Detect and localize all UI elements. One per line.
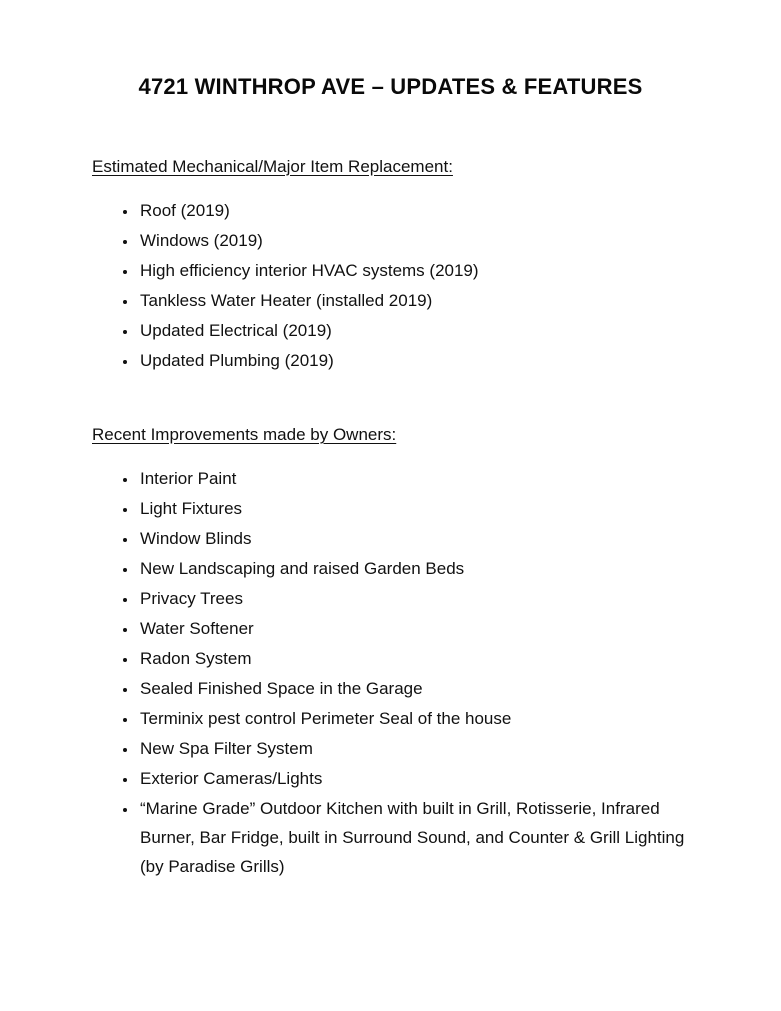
document-body: [92, 156, 689, 881]
list-item: • Terminix pest control Perimeter Seal of the house: [138, 704, 689, 733]
list-item: • New Spa Filter System: [138, 734, 689, 763]
section-heading: Recent Improvements made by Owners:: [92, 425, 397, 444]
list-item: • Light Fixtures: [138, 494, 689, 523]
document-section: [92, 156, 689, 375]
bullet-list: [92, 196, 689, 375]
list-item: • Interior Paint: [138, 464, 689, 493]
list-item: • “Marine Grade” Outdoor Kitchen with built in Grill, Rotisserie, Infrared Burner, Bar Fridge, built in Surround Sound, and Counter & Grill Lighting (by Paradise Grills): [138, 794, 689, 881]
list-item: • Tankless Water Heater (installed 2019): [138, 286, 689, 315]
list-item: • Privacy Trees: [138, 584, 689, 613]
list-item: • Updated Electrical (2019): [138, 316, 689, 345]
list-item: • Window Blinds: [138, 524, 689, 553]
list-item: • Roof (2019): [138, 196, 689, 225]
list-item: • Radon System: [138, 644, 689, 673]
list-item: • Windows (2019): [138, 226, 689, 255]
list-item: • New Landscaping and raised Garden Beds: [138, 554, 689, 583]
list-item: • Water Softener: [138, 614, 689, 643]
bullet-list: [92, 464, 689, 881]
document-section: [92, 424, 689, 881]
list-item: • Sealed Finished Space in the Garage: [138, 674, 689, 703]
list-item: • High efficiency interior HVAC systems (2019): [138, 256, 689, 285]
list-item: • Updated Plumbing (2019): [138, 346, 689, 375]
list-item: • Exterior Cameras/Lights: [138, 764, 689, 793]
document-title: 4721 WINTHROP AVE – UPDATES & FEATURES: [138, 74, 643, 99]
section-heading: Estimated Mechanical/Major Item Replacement:: [92, 157, 453, 176]
